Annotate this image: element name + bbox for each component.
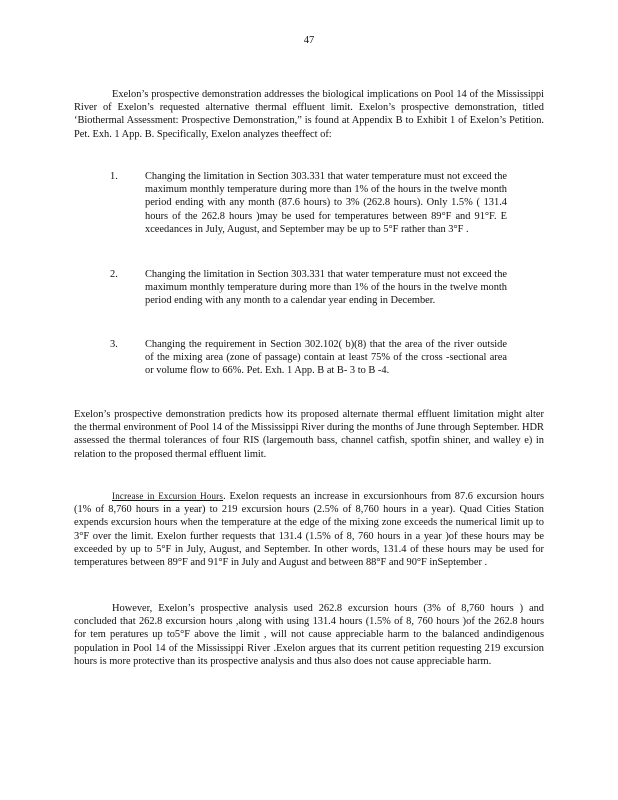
- list-item-number: 3.: [110, 339, 118, 350]
- list-item-number: 2.: [110, 269, 118, 280]
- paragraph-intro: Exelon’s prospective demonstration addresses the biological implications on Pool 14 of the Mississippi River of Exelon’s requested alternative thermal effluent limit. Exelon’s prospective demonstration, titled ‘Biothermal Assessment: Prospective Demonstration,” is found at Appendix B to Exhibit 1 of Exelon’s Petition. Pet. Exh. 1 App. B. Specifically, Exelon analyzes theeffect of:: [74, 89, 544, 140]
- paragraph-body: . Exelon requests an increase in excursionhours from 87.6 excursion hours (1% of 8,760 hours in a year) to 219 excursion hours (2.5% of 8,760 hours in a year). Quad Cities Station expends excursion hours when the temperature at the edge of the mixing zone exceeds the numerical limit up to 3°F over the limit. Exelon further requests that 131.4 (1.5% of 8, 760 hours in a year )of these hours may be exceeded by up to 5°F in July, August, and September. In other words, 131.4 of these hours may be used for temperatures between 89°F and 91°F in July and August and between 88°F and 90°F inSeptember .: [74, 491, 544, 569]
- paragraph-conclusion: However, Exelon’s prospective analysis used 262.8 excursion hours (3% of 8,760 hours ) and concluded that 262.8 excursion hours ,along with using 131.4 hours (1.5% of 8, 760 hours )of the 262.8 hours for tem peratures up to5°F above the limit , will not cause appreciable harm to the balanced andindigenous population in Pool 14 of the Mississippi River .Exelon argues that its current petition requesting 219 excursion hours is more protective than its prospective analysis and thus also does not cause appreciable harm.: [74, 603, 544, 667]
- list-item-text: Changing the requirement in Section 302.102( b)(8) that the area of the river outside of the mixing area (zone of passage) contain at least 75% of the cross -sectional area or volume flow to 66%. Pet. Exh. 1 App. B at B- 3 to B -4.: [145, 339, 507, 377]
- section-heading: Increase in Excursion Hours: [112, 491, 224, 501]
- list-item-number: 1.: [110, 171, 118, 182]
- paragraph-demonstration: Exelon’s prospective demonstration predicts how its proposed alternate thermal effluent limitation might alter the thermal environment of Pool 14 of the Mississippi River during the months of June through September. HDR assessed the thermal tolerances of four RIS (largemouth bass, channel catfish, spotfin shiner, and walley e) in relation to the proposed thermal effluent limit.: [74, 409, 544, 460]
- list-item-text: Changing the limitation in Section 303.331 that water temperature must not exceed the maximum monthly temperature during more than 1% of the hours in the twelve month period ending with any month to a calendar year ending in December.: [145, 269, 507, 307]
- page-number: 47: [303, 35, 315, 46]
- list-item-text: Changing the limitation in Section 303.331 that water temperature must not exceed the maximum monthly temperature during more than 1% of the hours in the twelve month period ending with any month (87.6 hours) to 3% (262.8 hours). Only 1.5% ( 131.4 hours of the 262.8 hours )may be used for temperatures between 89°F and 91°F. E xceedances in July, August, and September may be up to 5°F rather than 3°F .: [145, 171, 507, 235]
- paragraph-excursion-hours: [74, 490, 544, 569]
